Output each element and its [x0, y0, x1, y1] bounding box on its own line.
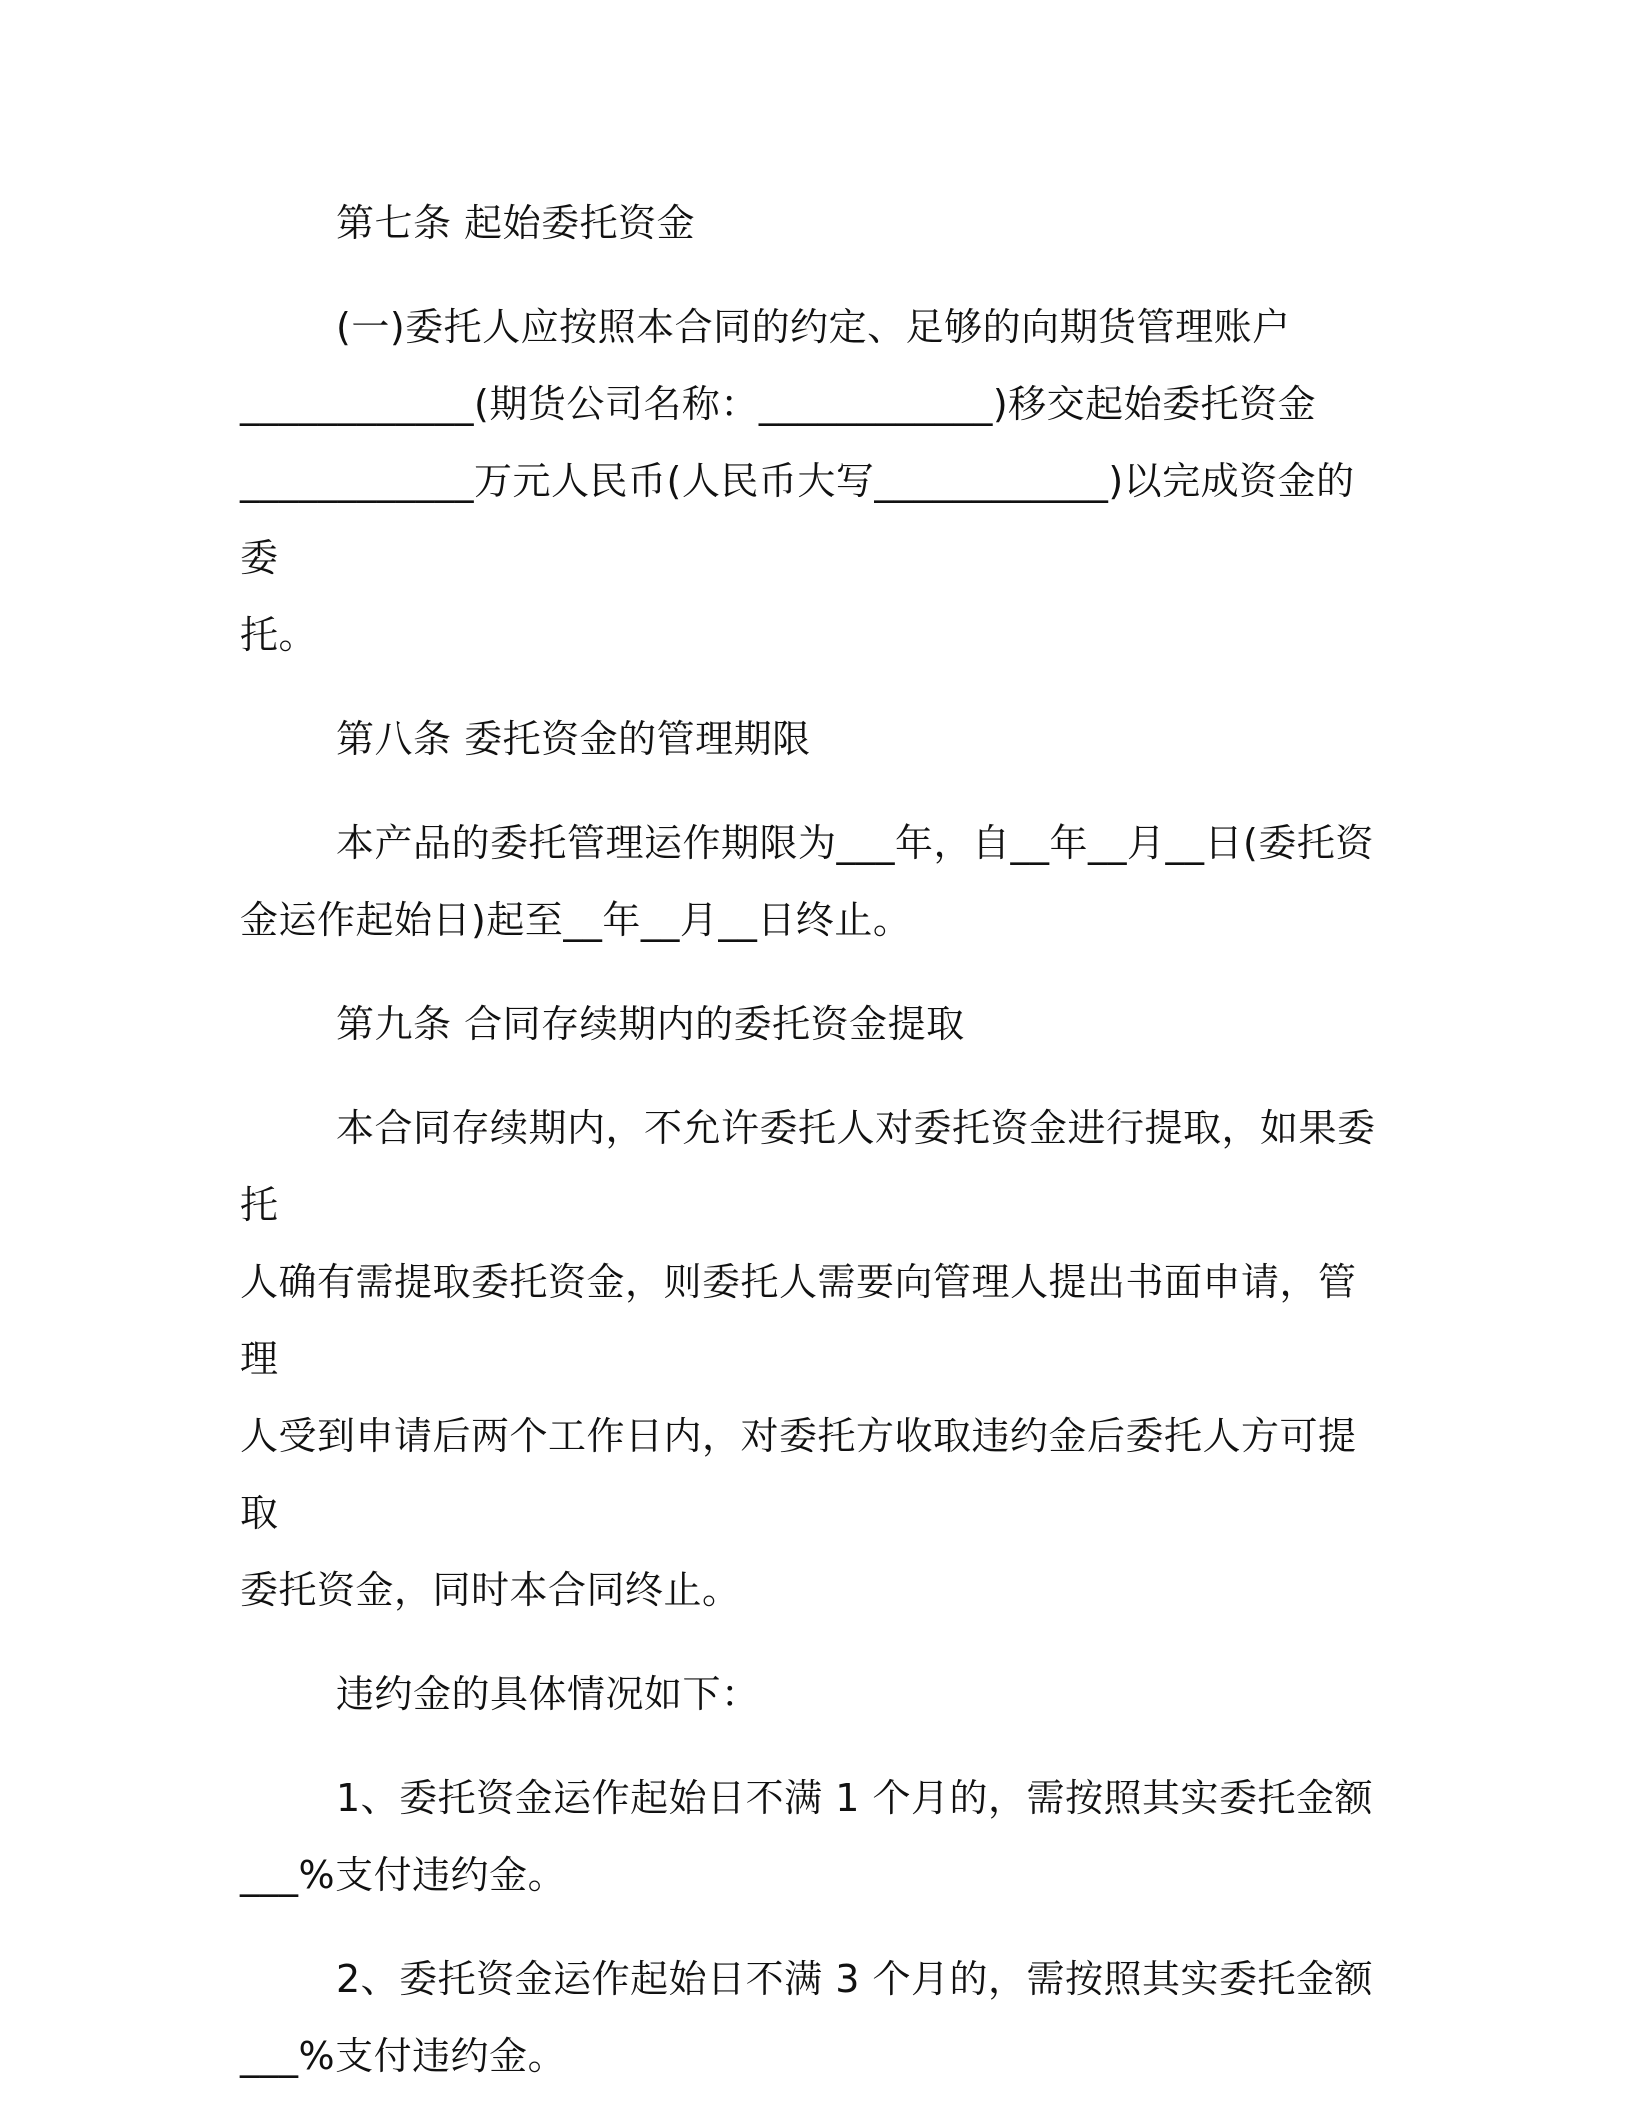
text-line: 第七条 起始委托资金: [336, 201, 696, 245]
penalty-item-1: [240, 1760, 1380, 1914]
text-line: 委托资金，同时本合同终止。: [240, 1568, 741, 1612]
text-line: (一)委托人应按照本合同的约定、足够的向期货管理账户: [336, 305, 1291, 349]
text-line: 2、委托资金运作起始日不满 3 个月的，需按照其实委托金额: [336, 1957, 1374, 2001]
article-7-heading: [240, 185, 1380, 262]
text-line: 金运作起始日)起至__年__月__日终止。: [240, 898, 912, 942]
text-line: ____________(期货公司名称：____________)移交起始委托资金: [240, 382, 1317, 426]
article-9-heading: [240, 986, 1380, 1063]
text-line: 违约金的具体情况如下：: [336, 1672, 760, 1716]
text-line: 第八条 委托资金的管理期限: [336, 717, 811, 761]
penalty-intro: [240, 1656, 1380, 1733]
text-line: 第九条 合同存续期内的委托资金提取: [336, 1002, 965, 1046]
text-line: 本合同存续期内，不允许委托人对委托资金进行提取，如果委托: [240, 1106, 1376, 1227]
article-7-paragraph: [240, 289, 1380, 674]
text-line: 托。: [240, 613, 318, 657]
text-line: ___%支付违约金。: [240, 1853, 567, 1897]
article-8-heading: [240, 701, 1380, 778]
article-8-paragraph: [240, 805, 1380, 959]
text-line: 人受到申请后两个工作日内，对委托方收取违约金后委托人方可提取: [240, 1414, 1357, 1535]
text-line: 本产品的委托管理运作期限为___年，自__年__月__日(委托资: [336, 821, 1374, 865]
penalty-item-2: [240, 1941, 1380, 2095]
text-line: ____________万元人民币(人民币大写____________)以完成资金的委: [240, 459, 1355, 580]
document-body: [240, 185, 1380, 2122]
text-line: 人确有需提取委托资金，则委托人需要向管理人提出书面申请，管理: [240, 1260, 1357, 1381]
article-9-paragraph: [240, 1090, 1380, 1629]
text-line: ___%支付违约金。: [240, 2034, 567, 2078]
text-line: 1、委托资金运作起始日不满 1 个月的，需按照其实委托金额: [336, 1776, 1374, 1820]
